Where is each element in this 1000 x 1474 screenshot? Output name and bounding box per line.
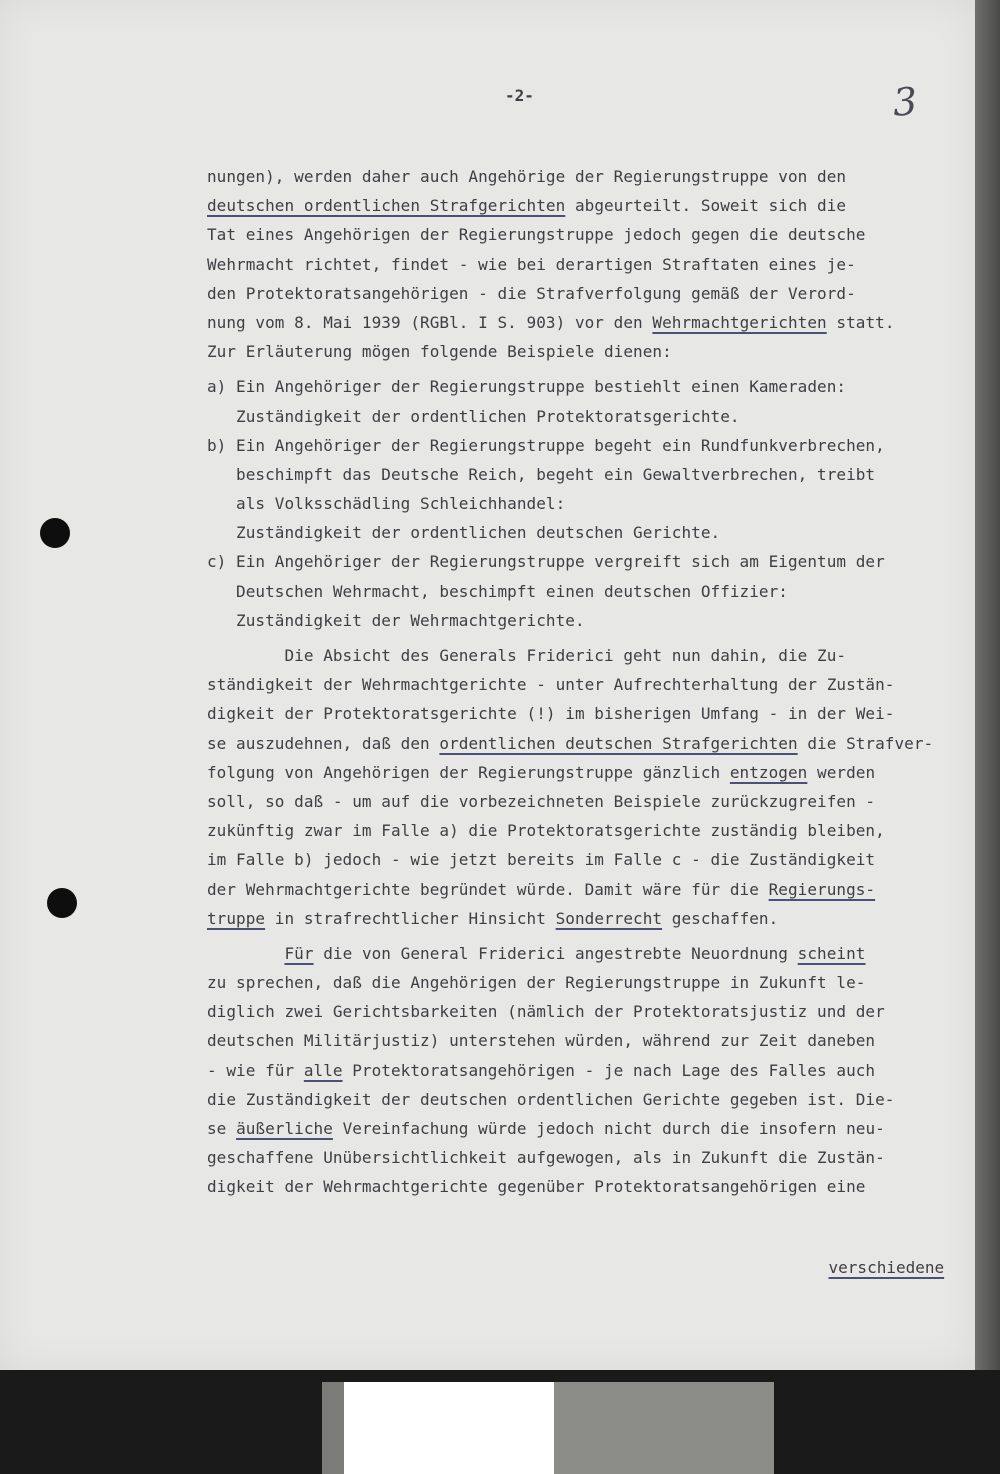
text-line [207,250,972,279]
text-segment: zu sprechen, daß die Angehörigen der Regierungstruppe in Zukunft le- [207,973,866,993]
text-line [207,308,972,337]
underlined-text: Für [284,943,314,963]
continuation-catchword [790,1238,944,1298]
underlined-text: äußerliche [236,1119,333,1138]
text-line [207,1056,972,1085]
text-line [207,997,972,1026]
text-segment: geschaffene Unübersichtlichkeit aufgewogen, als in Zukunft die Zustän- [207,1148,885,1168]
text-segment: b) Ein Angehöriger der Regierungstruppe begeht ein Rundfunkverbrechen, [207,435,885,455]
text-line [207,1172,972,1201]
text-line [207,758,972,787]
text-segment [207,944,284,963]
text-line [207,279,972,308]
scanner-edge [975,0,1000,1474]
text-segment: nungen), werden daher auch Angehörige der Regierungstruppe von den [207,167,847,186]
text-segment: die von General Friderici angestrebte Neuordnung [313,943,798,963]
text-line [207,518,972,547]
underlined-text: ordentlichen deutschen Strafgerichten [439,733,798,753]
catchword-text: verschiedene [828,1258,945,1277]
underlined-text: deutschen ordentlichen Strafgerichten [207,196,566,216]
text-line [207,489,972,518]
text-segment: den Protektoratsangehörigen - die Strafverfolgung gemäß der Verord- [207,283,856,303]
text-segment: geschaffen. [662,908,779,928]
underlined-text: alle [303,1060,343,1080]
text-segment: Vereinfachung würde jedoch nicht durch die insofern neu- [332,1119,885,1138]
text-segment: statt. [826,312,895,332]
underlying-sheet-edge [322,1382,344,1474]
text-line [207,641,972,670]
underlined-text: scheint [797,943,866,963]
punch-hole-icon [40,518,70,548]
text-line [207,431,972,460]
underlying-grey-sheet [554,1382,774,1474]
text-segment: digkeit der Wehrmachtgerichte gegenüber Protektoratsangehörigen eine [207,1177,866,1197]
text-line [207,337,972,366]
text-line [207,1114,972,1143]
text-segment: deutschen Militärjustiz) unterstehen würden, während zur Zeit daneben [207,1031,876,1051]
text-segment: Wehrmacht richtet, findet - wie bei derartigen Straftaten eines je- [207,254,856,274]
text-line [207,402,972,431]
text-line [207,729,972,758]
text-line [207,699,972,728]
text-segment: Zuständigkeit der Wehrmachtgerichte. [207,610,585,630]
text-line [207,904,972,933]
underlined-text: Wehrmachtgerichten [652,312,827,332]
text-line [207,1085,972,1114]
text-segment: folgung von Angehörigen der Regierungstruppe gänzlich [207,762,730,782]
archive-folio-number: 3 [891,79,919,125]
text-segment: die Strafver- [797,733,934,753]
text-segment: zukünftig zwar im Falle a) die Protektoratsgerichte zuständig bleiben, [207,821,885,841]
text-line [207,547,972,576]
text-line [207,606,972,635]
text-segment: beschimpft das Deutsche Reich, begeht ein Gewaltverbrechen, treibt [207,464,876,484]
text-line [207,162,972,191]
text-line [207,939,972,968]
text-line [207,1026,972,1055]
text-line [207,845,972,874]
underlying-white-sheet [344,1382,554,1474]
text-line [207,372,972,401]
text-segment: digkeit der Protektoratsgerichte (!) im bisherigen Umfang - in der Wei- [207,704,895,724]
text-segment: als Volksschädling Schleichhandel: [207,494,566,514]
text-segment: abgeurteilt. Soweit sich die [565,196,847,216]
text-line [207,191,972,220]
text-line [207,875,972,904]
text-line [207,787,972,816]
text-segment: in strafrechtlicher Hinsicht [265,908,556,928]
text-segment: se [207,1119,237,1138]
text-segment: im Falle b) jedoch - wie jetzt bereits im Falle c - die Zuständigkeit [207,850,876,870]
underlined-text: entzogen [729,762,808,782]
text-segment: Zuständigkeit der ordentlichen Protektoratsgerichte. [207,406,740,426]
text-segment: Protektoratsangehörigen - je nach Lage des Falles auch [342,1060,876,1080]
page-number: -2- [505,86,534,105]
text-line [207,816,972,845]
text-segment: Tat eines Angehörigen der Regierungstruppe jedoch gegen die deutsche [207,225,866,245]
text-segment: Zur Erläuterung mögen folgende Beispiele dienen: [207,342,672,362]
punch-hole-icon [47,888,77,918]
text-segment: diglich zwei Gerichtsbarkeiten (nämlich der Protektoratsjustiz und der [207,1002,885,1022]
text-segment: c) Ein Angehöriger der Regierungstruppe vergreift sich am Eigentum der [207,552,885,572]
underlined-text: Sonderrecht [555,908,663,928]
body-text [207,162,972,1202]
text-segment: ständigkeit der Wehrmachtgerichte - unter Aufrechterhaltung der Zustän- [207,675,895,695]
underlined-text: truppe [207,908,266,928]
text-segment: nung vom 8. Mai 1939 (RGBl. I S. 903) vor den [207,312,653,332]
text-segment: Deutschen Wehrmacht, beschimpft einen deutschen Offizier: [207,581,788,601]
text-segment: der Wehrmachtgerichte begründet würde. Damit wäre für die [207,879,769,899]
text-segment: Die Absicht des Generals Friderici geht nun dahin, die Zu- [207,646,847,665]
text-segment: - wie für [207,1060,304,1080]
text-segment: Zuständigkeit der ordentlichen deutschen Gerichte. [207,523,721,543]
text-line [207,220,972,249]
text-line [207,1143,972,1172]
text-segment: se auszudehnen, daß den [207,733,440,753]
text-line [207,670,972,699]
text-line [207,577,972,606]
text-segment: werden [807,762,876,782]
text-line [207,460,972,489]
text-line [207,968,972,997]
underlined-text: Regierungs- [768,879,876,899]
text-segment: die Zuständigkeit der deutschen ordentlichen Gerichte gegeben ist. Die- [207,1089,895,1109]
text-segment: soll, so daß - um auf die vorbezeichneten Beispiele zurückzugreifen - [207,791,876,811]
text-segment: a) Ein Angehöriger der Regierungstruppe bestiehlt einen Kameraden: [207,377,847,397]
